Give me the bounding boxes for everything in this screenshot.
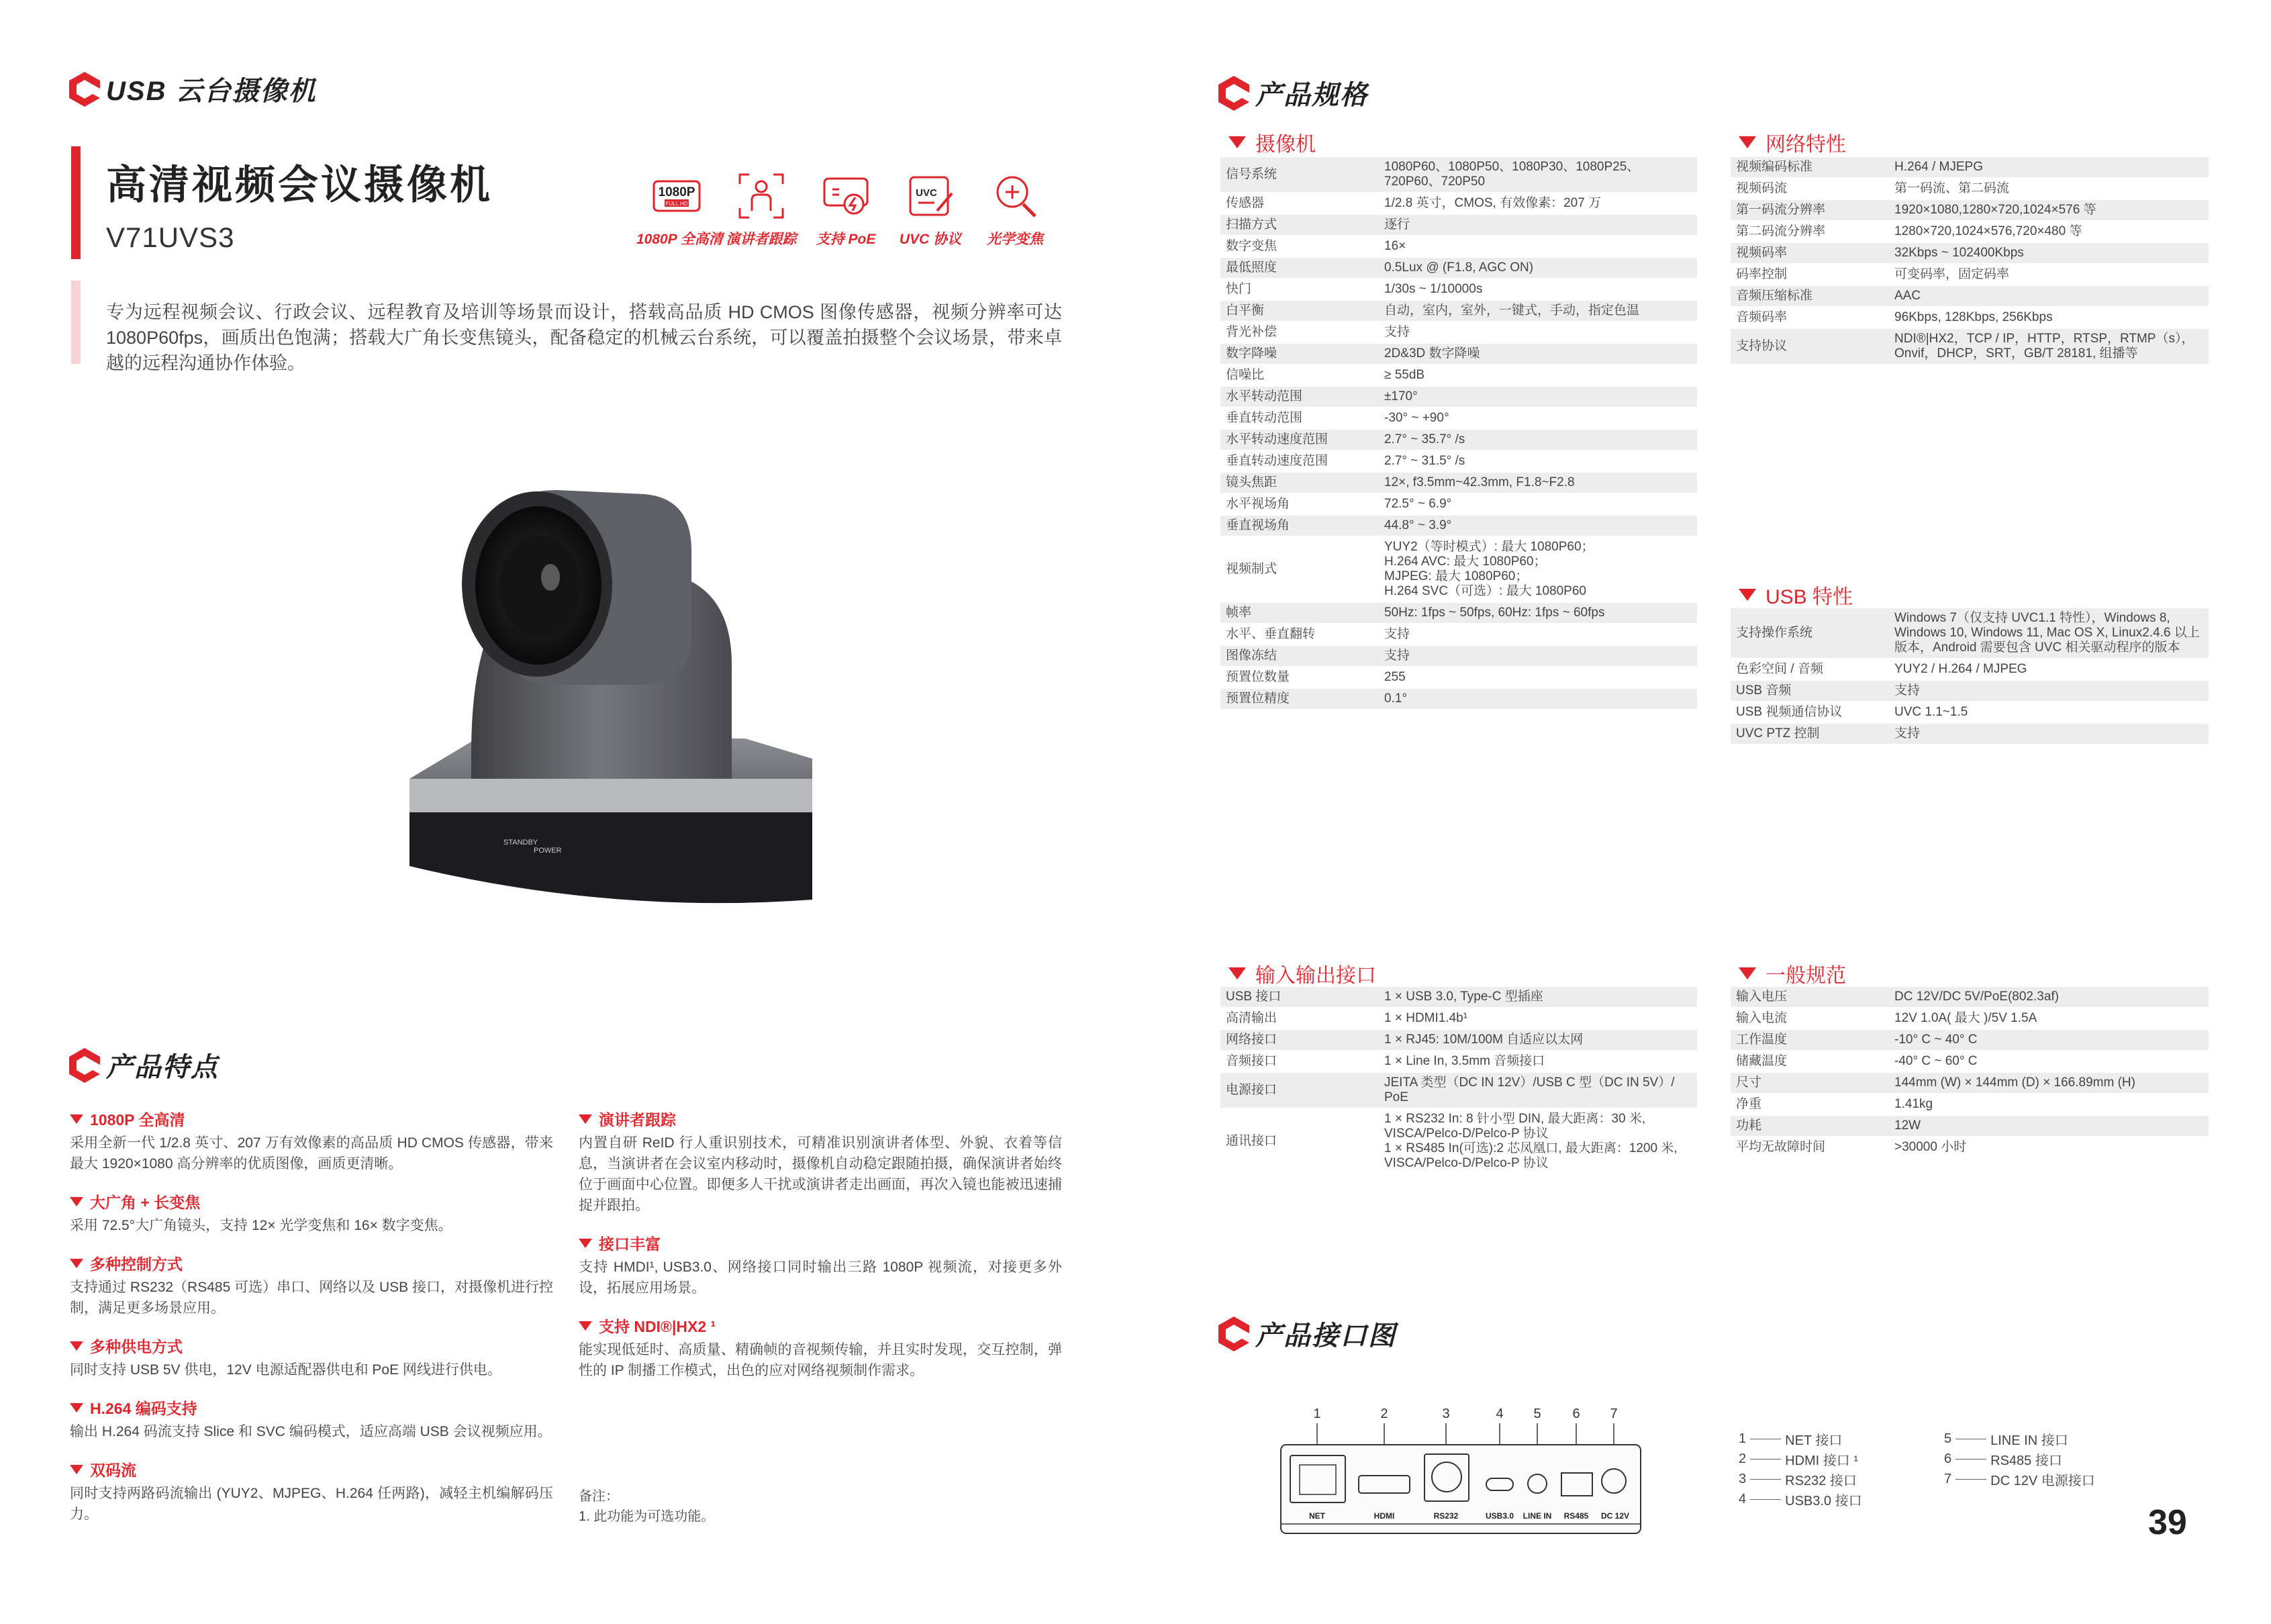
spec-value: YUY2 / H.264 / MJPEG <box>1889 659 2209 680</box>
spec-key: 信噪比 <box>1220 365 1379 386</box>
spec-row <box>1220 602 1697 624</box>
feature-block <box>70 1396 553 1442</box>
network-spec-table <box>1731 157 2209 365</box>
spec-value: -40° C ~ 60° C <box>1889 1051 2209 1072</box>
feature-text: 内置自研 ReID 行人重识别技术，可精准识别演讲者体型、外貌、衣着等信息，当演讲者在会议室内移动时，摄像机自动稳定跟随拍摄，确保演讲者始终位于画面中心位置。即便多人干扰或演讲者走出画面，再次入镜也能被迅速捕捉并跟拍。 <box>579 1135 1062 1213</box>
spec-key: 高清输出 <box>1220 1008 1379 1029</box>
spec-key: 视频编码标准 <box>1731 157 1889 178</box>
section-usb <box>1739 580 1853 610</box>
port-number: 5 <box>1533 1406 1541 1421</box>
feature-title: H.264 编码支持 <box>90 1400 197 1417</box>
spec-row <box>1220 987 1697 1008</box>
feature-title: 大广角 + 长变焦 <box>90 1194 201 1211</box>
section-title: 网络特性 <box>1766 134 1846 156</box>
spec-key: 镜头焦距 <box>1220 472 1379 493</box>
spec-value: YUY2（等时模式）: 最大 1080P60； H.264 AVC: 最大 1080P60； MJPEG: 最大 1080P60； H.264 SVC（可选）: 最大 1080P60 <box>1379 536 1697 602</box>
spec-key: 平均无故障时间 <box>1731 1137 1889 1158</box>
spec-key: 水平转动速度范围 <box>1220 429 1379 450</box>
spec-value: NDI®|HX2，TCP / IP，HTTP，RTSP，RTMP（s），Onvif，DHCP，SRT，GB/T 28181, 组播等 <box>1889 328 2209 365</box>
spec-value: 72.5° ~ 6.9° <box>1379 493 1697 515</box>
spec-key: 快门 <box>1220 279 1379 300</box>
spec-value: 12V 1.0A( 最大 )/5V 1.5A <box>1889 1008 2209 1029</box>
spec-value: Windows 7（仅支持 UVC1.1 特性），Windows 8, Windows 10, Windows 11, Mac OS X, Linux2.4.6 以上版本，Android 需要包含 UVC 相关驱动程序的版本 <box>1889 608 2209 659</box>
spec-row <box>1731 328 2209 365</box>
icon-label: 光学变焦 <box>987 232 1043 247</box>
legend-item: 5 LINE IN 接口 <box>1944 1431 2068 1448</box>
features-title: 产品特点 <box>106 1053 219 1082</box>
spec-row <box>1731 307 2209 328</box>
spec-key: 电源接口 <box>1220 1072 1379 1108</box>
brand-header-spec <box>1216 74 1368 112</box>
spec-value: 自动，室内，室外，一键式，手动，指定色温 <box>1379 300 1697 322</box>
spec-row <box>1220 322 1697 343</box>
spec-value: 50Hz: 1fps ~ 50fps, 60Hz: 1fps ~ 60fps <box>1379 602 1697 624</box>
port-label: RS232 <box>1433 1511 1459 1521</box>
feature-title: 接口丰富 <box>599 1235 661 1253</box>
presenter-tracking-icon <box>721 169 802 248</box>
feature-text: 同时支持 USB 5V 供电，12V 电源适配器供电和 PoE 网线进行供电。 <box>70 1362 501 1378</box>
power-label: POWER <box>534 847 562 855</box>
features-column-left <box>70 1108 553 1525</box>
section-title: 摄像机 <box>1255 134 1316 156</box>
spec-row <box>1731 1137 2209 1158</box>
spec-row <box>1220 408 1697 429</box>
spec-key: 色彩空间 / 音频 <box>1731 659 1889 680</box>
spec-key: 图像冻结 <box>1220 645 1379 667</box>
spec-row <box>1731 1094 2209 1115</box>
spec-value: 支持 <box>1889 723 2209 745</box>
spec-value: 支持 <box>1889 680 2209 702</box>
spec-key: 视频码率 <box>1731 242 1889 264</box>
zoom-icon <box>975 169 1055 248</box>
spec-value: 12×, f3.5mm~42.3mm, F1.8~F2.8 <box>1379 472 1697 493</box>
spec-row <box>1220 1051 1697 1072</box>
svg-text:UVC: UVC <box>916 187 937 199</box>
port-label: LINE IN <box>1523 1511 1552 1521</box>
feature-text: 采用全新一代 1/2.8 英寸、207 万有效像素的高品质 HD CMOS 传感器，带来最大 1920×1080 高分辨率的优质图像，画质更清晰。 <box>70 1135 553 1172</box>
product-model: V71UVS3 <box>106 222 235 253</box>
spec-value: 144mm (W) × 144mm (D) × 166.89mm (H) <box>1889 1072 2209 1094</box>
port-number: 7 <box>1610 1406 1618 1421</box>
icon-label: UVC 协议 <box>899 232 962 247</box>
uvc-icon <box>890 169 971 248</box>
spec-row <box>1731 608 2209 659</box>
spec-value: -10° C ~ 40° C <box>1889 1029 2209 1051</box>
spec-key: 音频压缩标准 <box>1731 285 1889 307</box>
spec-value: 支持 <box>1379 322 1697 343</box>
spec-value: 1.41kg <box>1889 1094 2209 1115</box>
legend-item: 1 NET 接口 <box>1739 1431 1843 1448</box>
feature-block <box>579 1232 1062 1298</box>
port-label: HDMI <box>1373 1511 1395 1521</box>
spec-value: -30° ~ +90° <box>1379 408 1697 429</box>
spec-row <box>1220 365 1697 386</box>
icon-label: 支持 PoE <box>816 232 876 247</box>
usb-spec-table <box>1731 608 2209 745</box>
spec-row <box>1220 450 1697 472</box>
spec-row <box>1220 1008 1697 1029</box>
spec-row <box>1731 1051 2209 1072</box>
camera-spec-table <box>1220 157 1697 710</box>
section-network <box>1739 128 1846 157</box>
feature-text: 支持通过 RS232（RS485 可选）串口、网络以及 USB 接口，对摄像机进行控制，满足更多场景应用。 <box>70 1280 553 1316</box>
page-number: 39 <box>2148 1503 2187 1542</box>
spec-row <box>1731 242 2209 264</box>
spec-key: 数字变焦 <box>1220 236 1379 257</box>
section-title: USB 特性 <box>1766 586 1853 608</box>
spec-key: 储藏温度 <box>1731 1051 1889 1072</box>
spec-value: 1 × RJ45: 10M/100M 自适应以太网 <box>1379 1029 1697 1051</box>
spec-value: 2.7° ~ 31.5° /s <box>1379 450 1697 472</box>
spec-row <box>1220 667 1697 688</box>
feature-text: 能实现低延时、高质量、精确帧的音视频传输，并且实时发现，交互控制，弹性的 IP 制播工作模式，出色的应对网络视频制作需求。 <box>579 1342 1062 1378</box>
port-label: DC 12V <box>1600 1511 1630 1521</box>
spec-key: 水平视场角 <box>1220 493 1379 515</box>
spec-value: UVC 1.1~1.5 <box>1889 702 2209 723</box>
spec-row <box>1731 702 2209 723</box>
spec-value: 2.7° ~ 35.7° /s <box>1379 429 1697 450</box>
brand-logo-icon <box>67 70 102 108</box>
spec-value: 1080P60、1080P50、1080P30、1080P25、720P60、720P50 <box>1379 157 1697 193</box>
port-number: 6 <box>1572 1406 1580 1421</box>
feature-title: 支持 NDI®|HX2 ¹ <box>599 1318 716 1335</box>
feature-text: 采用 72.5°大广角镜头，支持 12× 光学变焦和 16× 数字变焦。 <box>70 1218 452 1233</box>
feature-icons <box>636 169 1055 248</box>
spec-value: DC 12V/DC 5V/PoE(802.3af) <box>1889 987 2209 1008</box>
spec-row <box>1220 257 1697 279</box>
spec-row <box>1220 624 1697 645</box>
spec-key: 信号系统 <box>1220 157 1379 193</box>
spec-key: 帧率 <box>1220 602 1379 624</box>
feature-title: 多种控制方式 <box>90 1255 183 1273</box>
spec-title: 产品规格 <box>1255 81 1368 110</box>
spec-key: UVC PTZ 控制 <box>1731 723 1889 745</box>
feature-title: 1080P 全高清 <box>90 1111 185 1129</box>
spec-key: USB 音频 <box>1731 680 1889 702</box>
spec-key: 输入电压 <box>1731 987 1889 1008</box>
spec-key: 音频码率 <box>1731 307 1889 328</box>
spec-key: 水平、垂直翻转 <box>1220 624 1379 645</box>
spec-key: 尺寸 <box>1731 1072 1889 1094</box>
spec-row <box>1731 1072 2209 1094</box>
spec-value: 44.8° ~ 3.9° <box>1379 515 1697 536</box>
spec-value: 1 × USB 3.0, Type-C 型插座 <box>1379 987 1697 1008</box>
spec-key: 预置位精度 <box>1220 688 1379 710</box>
port-label: USB3.0 <box>1485 1511 1514 1521</box>
feature-title: 双码流 <box>90 1462 136 1479</box>
spec-row <box>1731 285 2209 307</box>
spec-key: 垂直转动速度范围 <box>1220 450 1379 472</box>
feature-block <box>70 1458 553 1525</box>
spec-value: ±170° <box>1379 386 1697 408</box>
feature-block <box>579 1315 1062 1381</box>
interface-title: 产品接口图 <box>1255 1321 1396 1351</box>
spec-key: 网络接口 <box>1220 1029 1379 1051</box>
section-title: 输入输出接口 <box>1255 965 1376 987</box>
icon-label: 演讲者跟踪 <box>726 232 797 247</box>
spec-row <box>1220 214 1697 236</box>
spec-value: AAC <box>1889 285 2209 307</box>
camera-image <box>396 463 826 930</box>
spec-row <box>1220 688 1697 710</box>
spec-value: 2D&3D 数字降噪 <box>1379 343 1697 365</box>
spec-key: 数字降噪 <box>1220 343 1379 365</box>
brand-header-interface <box>1216 1315 1396 1353</box>
port-number: 3 <box>1442 1406 1450 1421</box>
legend-item: 4 USB3.0 接口 <box>1739 1491 1862 1509</box>
spec-key: 输入电流 <box>1731 1008 1889 1029</box>
spec-row <box>1731 1029 2209 1051</box>
spec-row <box>1220 343 1697 365</box>
spec-value: ≥ 55dB <box>1379 365 1697 386</box>
spec-value: 1920×1080,1280×720,1024×576 等 <box>1889 199 2209 221</box>
spec-key: 视频码流 <box>1731 178 1889 199</box>
brand-header-features <box>67 1046 219 1084</box>
port-number: 1 <box>1313 1406 1321 1421</box>
spec-value: 1 × RS232 In: 8 针小型 DIN, 最大距离：30 米, VISCA/Pelco-D/Pelco-P 协议 1 × RS485 In(可选):2 芯凤凰口, 最大距离：1200 米, VISCA/Pelco-D/Pelco-P 协议 <box>1379 1108 1697 1174</box>
port-label: RS485 <box>1563 1511 1589 1521</box>
spec-row <box>1220 515 1697 536</box>
legend-item: 6 RS485 接口 <box>1944 1451 2062 1468</box>
footnote <box>579 1486 714 1527</box>
feature-block <box>70 1252 553 1319</box>
svg-text:1080P: 1080P <box>658 185 695 199</box>
spec-value: 逐行 <box>1379 214 1697 236</box>
feature-text: 同时支持两路码流输出 (YUY2、MJPEG、H.264 任两路)，减轻主机编解码压力。 <box>70 1486 553 1522</box>
standby-label: STANDBY <box>503 839 538 847</box>
spec-key: 第一码流分辨率 <box>1731 199 1889 221</box>
spec-key: 第二码流分辨率 <box>1731 221 1889 242</box>
spec-key: 视频制式 <box>1220 536 1379 602</box>
footnote-title: 备注： <box>579 1489 619 1504</box>
legend-item: 3 RS232 接口 <box>1739 1471 1857 1488</box>
spec-row <box>1731 659 2209 680</box>
spec-key: 功耗 <box>1731 1115 1889 1137</box>
title-accent-bar <box>71 146 81 259</box>
feature-title: 多种供电方式 <box>90 1338 183 1355</box>
spec-value: 16× <box>1379 236 1697 257</box>
product-intro: 专为远程视频会议、行政会议、远程教育及培训等场景而设计，搭载高品质 HD CMOS 图像传感器，视频分辨率可达 1080P60fps，画质出色饱满；搭载大广角长变焦镜头，配备稳定的机械云台系统，可以覆盖拍摄整个会议场景，带来卓越的远程沟通协作体验。 <box>106 302 1062 373</box>
feature-block <box>579 1108 1062 1216</box>
spec-row <box>1220 157 1697 193</box>
spec-row <box>1220 429 1697 450</box>
legend-item: 7 DC 12V 电源接口 <box>1944 1471 2095 1488</box>
spec-value: 0.1° <box>1379 688 1697 710</box>
spec-row <box>1220 279 1697 300</box>
spec-key: 支持协议 <box>1731 328 1889 365</box>
spec-row <box>1220 1029 1697 1051</box>
spec-value: 255 <box>1379 667 1697 688</box>
spec-key: 水平转动范围 <box>1220 386 1379 408</box>
spec-value: 第一码流、第二码流 <box>1889 178 2209 199</box>
spec-row <box>1731 264 2209 285</box>
general-spec-table <box>1731 987 2209 1159</box>
spec-row <box>1731 723 2209 745</box>
section-general <box>1739 959 1846 988</box>
brand-title: USB 云台摄像机 <box>106 77 317 106</box>
spec-key: 通讯接口 <box>1220 1108 1379 1174</box>
spec-value: 可变码率，固定码率 <box>1889 264 2209 285</box>
interface-diagram <box>1275 1403 1651 1547</box>
spec-value: 支持 <box>1379 624 1697 645</box>
spec-key: 码率控制 <box>1731 264 1889 285</box>
port-label: NET <box>1309 1511 1325 1521</box>
port-number: 2 <box>1380 1406 1388 1421</box>
section-camera <box>1228 128 1316 157</box>
spec-row <box>1220 493 1697 515</box>
spec-value: 1 × Line In, 3.5mm 音频接口 <box>1379 1051 1697 1072</box>
spec-row <box>1220 300 1697 322</box>
feature-text: 支持 HMDI¹, USB3.0、网络接口同时输出三路 1080P 视频流，对接更多外设，拓展应用场景。 <box>579 1259 1062 1296</box>
spec-value: JEITA 类型（DC IN 12V）/USB C 型（DC IN 5V）/ PoE <box>1379 1072 1697 1108</box>
spec-row <box>1220 386 1697 408</box>
spec-row <box>1731 1008 2209 1029</box>
brand-header-left <box>67 70 317 108</box>
spec-key: 白平衡 <box>1220 300 1379 322</box>
spec-key: 扫描方式 <box>1220 214 1379 236</box>
spec-value: 1280×720,1024×576,720×480 等 <box>1889 221 2209 242</box>
spec-key: USB 接口 <box>1220 987 1379 1008</box>
spec-key: 净重 <box>1731 1094 1889 1115</box>
spec-key: 音频接口 <box>1220 1051 1379 1072</box>
spec-value: 96Kbps, 128Kbps, 256Kbps <box>1889 307 2209 328</box>
spec-value: 支持 <box>1379 645 1697 667</box>
product-title: 高清视频会议摄像机 <box>106 162 493 207</box>
spec-row <box>1731 178 2209 199</box>
spec-row <box>1220 536 1697 602</box>
feature-block <box>70 1335 553 1380</box>
spec-key: 垂直转动范围 <box>1220 408 1379 429</box>
spec-row <box>1731 199 2209 221</box>
spec-key: 支持操作系统 <box>1731 608 1889 659</box>
icon-label: 1080P 全高清 <box>636 232 723 247</box>
spec-row <box>1220 645 1697 667</box>
spec-key: USB 视频通信协议 <box>1731 702 1889 723</box>
feature-block <box>70 1108 553 1174</box>
spec-row <box>1731 221 2209 242</box>
port-legend-right <box>1944 1429 2095 1489</box>
spec-value: >30000 小时 <box>1889 1137 2209 1158</box>
spec-value: 12W <box>1889 1115 2209 1137</box>
brand-logo-icon <box>1216 1315 1251 1353</box>
spec-key: 最低照度 <box>1220 257 1379 279</box>
spec-value: 1/30s ~ 1/10000s <box>1379 279 1697 300</box>
spec-row <box>1731 680 2209 702</box>
spec-key: 背光补偿 <box>1220 322 1379 343</box>
spec-row <box>1220 193 1697 214</box>
spec-key: 垂直视场角 <box>1220 515 1379 536</box>
section-io <box>1228 959 1376 988</box>
io-spec-table <box>1220 987 1697 1175</box>
section-title: 一般规范 <box>1766 965 1846 987</box>
brand-logo-icon <box>1216 75 1251 112</box>
footnote-text: 1. 此功能为可选功能。 <box>579 1509 715 1524</box>
feature-title: 演讲者跟踪 <box>599 1111 676 1129</box>
spec-row <box>1220 472 1697 493</box>
1080p-icon <box>636 169 723 248</box>
features-column-right <box>579 1108 1062 1381</box>
legend-item: 2 HDMI 接口 ¹ <box>1739 1451 1859 1468</box>
spec-key: 预置位数量 <box>1220 667 1379 688</box>
spec-value: 1/2.8 英寸，CMOS, 有效像素：207 万 <box>1379 193 1697 214</box>
svg-text:FULL HD: FULL HD <box>665 201 688 207</box>
spec-row <box>1731 157 2209 178</box>
poe-icon <box>806 169 886 248</box>
feature-block <box>70 1190 553 1236</box>
spec-row <box>1220 1072 1697 1108</box>
port-legend-left <box>1739 1429 1862 1509</box>
spec-value: 1 × HDMI1.4b¹ <box>1379 1008 1697 1029</box>
spec-value: 32Kbps ~ 102400Kbps <box>1889 242 2209 264</box>
port-number: 4 <box>1496 1406 1504 1421</box>
spec-row <box>1731 987 2209 1008</box>
spec-key: 工作温度 <box>1731 1029 1889 1051</box>
feature-text: 输出 H.264 码流支持 Slice 和 SVC 编码模式，适应高端 USB 会议视频应用。 <box>70 1424 552 1439</box>
spec-row <box>1731 1115 2209 1137</box>
spec-row <box>1220 236 1697 257</box>
spec-value: 0.5Lux @ (F1.8, AGC ON) <box>1379 257 1697 279</box>
brand-logo-icon <box>67 1047 102 1084</box>
spec-row <box>1220 1108 1697 1174</box>
spec-key: 传感器 <box>1220 193 1379 214</box>
intro-accent-bar <box>71 281 81 364</box>
spec-value: H.264 / MJEPG <box>1889 157 2209 178</box>
